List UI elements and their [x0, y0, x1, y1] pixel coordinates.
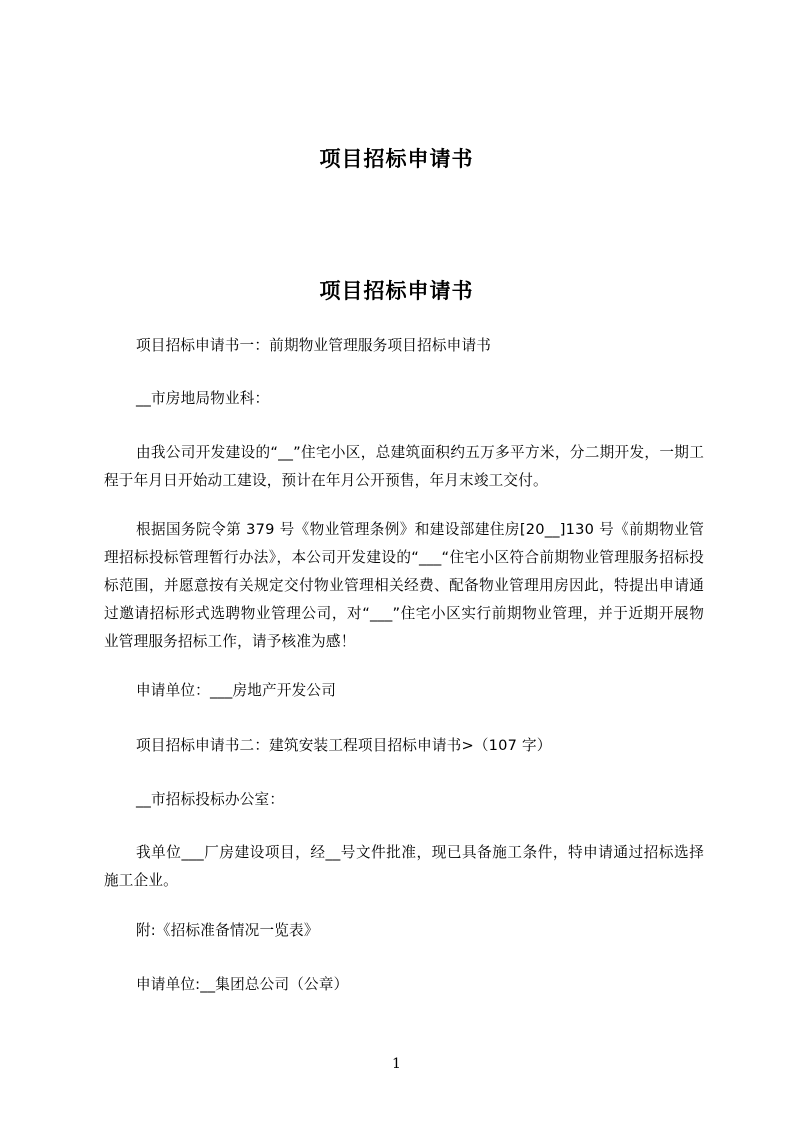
page-number: 1	[392, 1056, 401, 1072]
body-paragraph-regulation: 根据国务院令第 379 号《物业管理条例》和建设部建住房[20__]130 号《前期物业管理招标投标管理暂行办法》，本公司开发建设的“___“住宅小区符合前期物业管理服务招标投标范围，并愿意按有关规定交付物业管理相关经费、配备物业管理用房因此，特提出申请通过邀请招标形式选聘物业管理公司，对“___”住宅小区实行前期物业管理，并于近期开展物业管理服务招标工作，请予核准为感！	[104, 521, 704, 650]
salutation-property-office: __市房地局物业科：	[136, 390, 270, 407]
applicant-real-estate: 申请单位：___房地产开发公司	[136, 682, 337, 699]
applicant-group-company: 申请单位:__集团总公司（公章）	[136, 976, 349, 993]
attachment-note: 附:《招标准备情况一览表》	[136, 922, 319, 939]
cover-title: 项目招标申请书	[319, 147, 474, 171]
body-paragraph-factory: 我单位___厂房建设项目，经__号文件批准，现已具备施工条件，特申请通过招标选择施工企业。	[104, 844, 704, 889]
main-title: 项目招标申请书	[319, 279, 474, 303]
section-heading-one: 项目招标申请书一：前期物业管理服务项目招标申请书	[136, 337, 492, 354]
section-heading-two: 项目招标申请书二：建筑安装工程项目招标申请书>（107 字）	[136, 737, 552, 754]
body-paragraph-project-intro: 由我公司开发建设的“__”住宅小区，总建筑面积约五万多平方米，分二期开发，一期工程于年月日开始动工建设，预计在年月公开预售，年月末竣工交付。	[104, 444, 704, 489]
salutation-bidding-office: __市招标投标办公室：	[136, 791, 285, 808]
